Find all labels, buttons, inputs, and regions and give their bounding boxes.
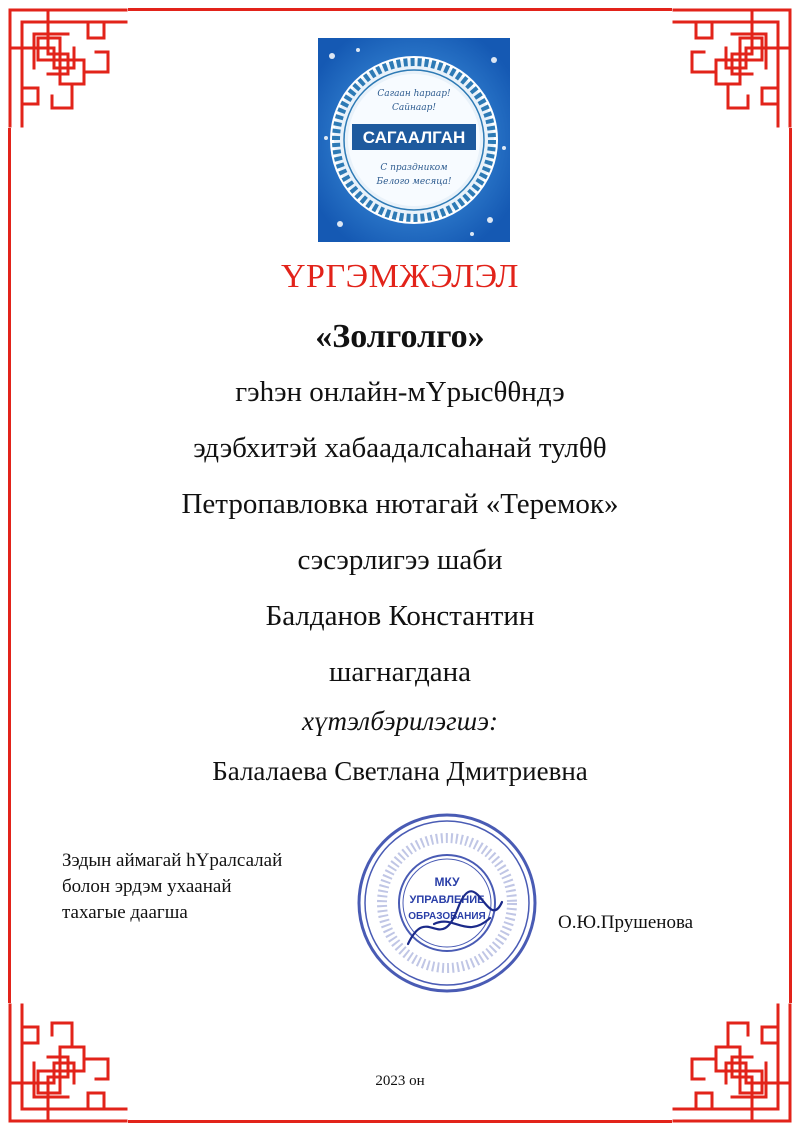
stamp-text-top: МКУ: [434, 875, 460, 889]
certificate-title: ҮРГЭМЖЭЛЭЛ: [281, 258, 519, 295]
mentor-label: хүтэлбэрилэгшэ:: [302, 706, 498, 736]
corner-ornament-bottom-right: [672, 1003, 792, 1123]
certificate-line: гэһэн онлайн-мҮрысθθндэ: [235, 376, 565, 408]
mentor-name: Балалаева Светлана Дмитриевна: [212, 756, 588, 786]
logo-greeting-line1: Сагаан hараар!: [377, 89, 451, 99]
frame-line-top: [128, 8, 672, 11]
signer-name: О.Ю.Прушенова: [558, 912, 694, 933]
stamp-text-bottom: ОБРАЗОВАНИЯ: [408, 911, 486, 922]
logo-brand-text: САГААЛГАН: [362, 128, 466, 147]
official-stamp: [342, 806, 552, 1001]
corner-ornament-bottom-left: [8, 1003, 128, 1123]
logo-greeting-line4: Белого месяца!: [376, 177, 452, 187]
certificate-subtitle: «Золголго»: [315, 318, 485, 355]
logo-greeting-line3: С праздником: [380, 163, 448, 173]
corner-ornament-top-right: [672, 8, 792, 128]
signer-position-line: Зэдын аймагай һҮралсалай: [62, 850, 283, 871]
stamp-text-middle: УПРАВЛЕНИЕ: [409, 894, 485, 906]
certificate-line: Петропавловка нютагай «Теремок»: [181, 488, 619, 520]
frame-line-bottom: [128, 1120, 672, 1123]
certificate-line: шагнагдана: [329, 656, 471, 688]
logo-greeting-line2: Сайнаар!: [391, 103, 437, 113]
signer-position-line: болон эрдэм ухаанай: [62, 876, 232, 897]
signer-position-line: тахагые даагша: [62, 902, 188, 923]
certificate-line: эдэбхитэй хабаадалсаһанай тулθθ: [193, 432, 607, 464]
corner-ornament-top-left: [8, 8, 128, 128]
recipient-name: Балданов Константин: [265, 600, 535, 632]
certificate-line: сэсэрлигээ шаби: [297, 544, 503, 576]
signer-position: [62, 848, 282, 926]
sagaalgan-logo: [318, 38, 510, 242]
issue-year: 2023 он: [375, 1073, 425, 1089]
